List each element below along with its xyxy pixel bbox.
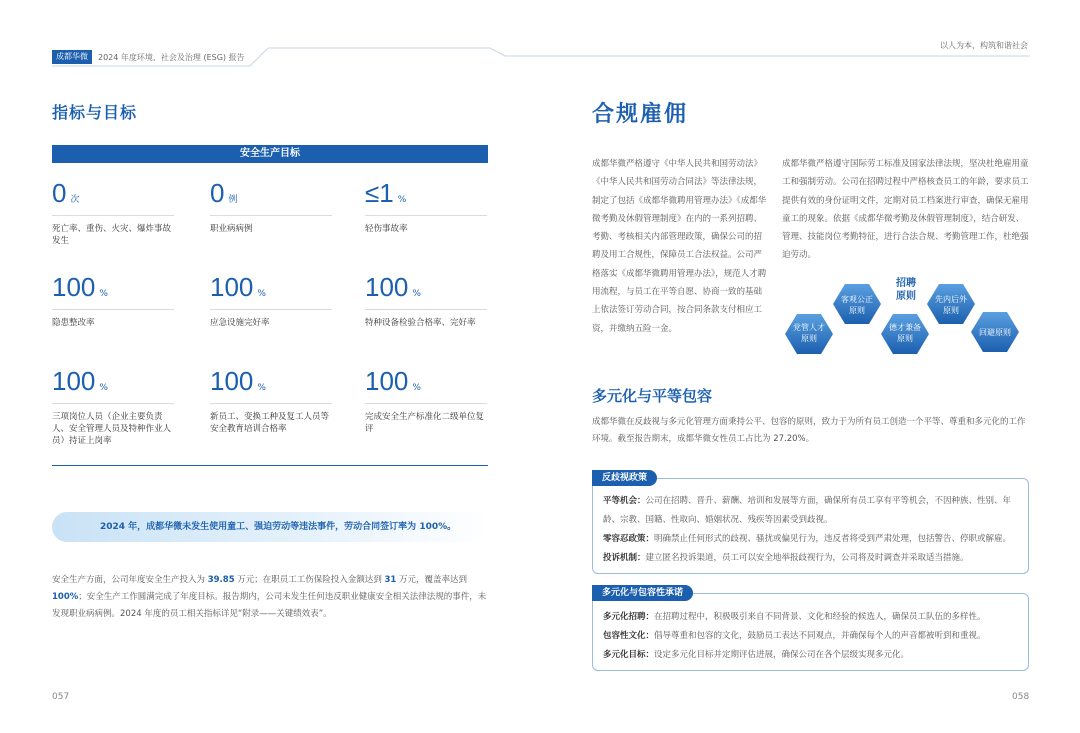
metric-label: 新员工、变换工种及复工人员等安全教育培训合格率	[210, 412, 330, 434]
para-text: ；安全生产工作圆满完成了年度目标。报告期内，公司未发生任何违反职业健康安全相关法律法规的事件，未发现职业病病例。2024 年度的员工相关指标详见“附录——关键绩效表”。	[52, 592, 487, 619]
item-text: 明确禁止任何形式的歧视、骚扰或偏见行为，违反者将受到严肃处理，包括警告、停职或解雇。	[654, 534, 1012, 544]
header-lines	[0, 0, 1080, 80]
list-item	[603, 646, 1025, 665]
item-head: 平等机会：	[603, 496, 646, 506]
para-text: 安全生产方面，公司年度安全生产投入为	[52, 575, 208, 585]
metric-unit: %	[412, 383, 421, 393]
metric-item	[210, 272, 365, 366]
metric-item	[52, 366, 210, 460]
item-head: 投诉机制：	[603, 553, 646, 563]
principle-label: 客观公正	[841, 295, 873, 304]
principle-hex	[785, 314, 833, 354]
metric-unit: %	[412, 289, 421, 299]
anti-discrimination-tag: 反歧视政策	[592, 470, 657, 486]
report-title: 2024 年度环境、社会及治理 (ESG) 报告	[98, 52, 245, 62]
principle-hex	[971, 312, 1019, 352]
principle-label: 原则	[801, 334, 817, 343]
item-text: 建立匿名投诉渠道，员工可以安全地举报歧视行为，公司将及时调查并采取适当措施。	[645, 553, 969, 563]
child-labor-highlight: 2024 年，成都华微未发生使用童工、强迫劳动等违法事件，劳动合同签订率为 100%。	[52, 512, 488, 542]
safety-investment-paragraph	[52, 572, 492, 623]
metric-label: 三项岗位人员（企业主要负责人、安全管理人员及特种作业人员）持证上岗率	[52, 412, 172, 446]
principle-label: 回避原则	[979, 328, 1011, 337]
metric-label: 死亡率、重伤、火灾、爆炸事故发生	[52, 224, 172, 246]
principle-label: 原则	[897, 334, 913, 343]
principle-hex	[881, 314, 929, 354]
metric-unit: %	[397, 195, 407, 205]
diversity-commitment-tag: 多元化与包容性承诺	[592, 585, 693, 601]
list-item	[603, 492, 1025, 530]
item-text: 公司在招聘、晋升、薪酬、培训和发展等方面，确保所有员工享有平等机会，不因种族、性别、年龄、宗教、国籍、性取向、婚姻状况、残疾等因素受到歧视。	[603, 496, 1012, 525]
list-item	[603, 627, 1025, 646]
metric-label: 应急设施完好率	[210, 318, 270, 328]
section-title-metrics: 指标与目标	[52, 103, 138, 122]
section-title-diversity: 多元化与平等包容	[592, 387, 713, 405]
company-tag: 成都华微	[52, 50, 92, 64]
item-text: 设定多元化目标并定期评估进展，确保公司在各个层级实现多元化。	[654, 650, 910, 660]
item-head: 多元化招聘：	[603, 612, 655, 622]
metric-unit: %	[257, 289, 266, 299]
metric-item	[52, 178, 210, 272]
metric-value: 100	[210, 366, 254, 396]
recruitment-principles-diagram	[775, 272, 1033, 364]
principle-hex	[927, 284, 975, 324]
header-slogan: 以人为本，构筑和谐社会	[940, 41, 1028, 50]
para-text: 万元；在职员工工伤保险投入金额达到	[234, 575, 385, 585]
metric-unit: %	[99, 289, 108, 299]
list-item	[603, 530, 1025, 549]
safety-metrics-grid	[52, 178, 488, 460]
metric-label: 隐患整改率	[52, 318, 95, 328]
metric-unit: %	[257, 383, 266, 393]
metric-value: 0	[52, 178, 67, 208]
principle-hex	[833, 284, 881, 324]
item-head: 包容性文化：	[603, 631, 655, 641]
metric-value: ≤1	[365, 178, 394, 208]
principle-label: 原则	[943, 306, 959, 315]
metric-item	[365, 272, 488, 366]
center-label	[895, 276, 916, 302]
metric-value: 100	[210, 272, 254, 302]
item-text: 在招聘过程中，积极吸引来自不同背景、文化和经验的候选人，确保员工队伍的多样性。	[654, 612, 986, 622]
metric-label: 职业病病例	[210, 224, 253, 234]
metric-item	[210, 178, 365, 272]
metric-label: 完成安全生产标准化二级单位复评	[365, 412, 485, 434]
principle-label: 德才兼备	[889, 323, 921, 332]
hiring-paragraph-1: 成都华微严格遵守《中华人民共和国劳动法》《中华人民共和国劳动合同法》等法律法规，制定了包括《成都华微聘用管理办法》《成都华微考勤及休假管理制度》在内的一系列招聘、考勤、考核相关内部管理政策，确保公司的招聘及用工合规性，保障员工合法权益。公司严格落实《成都华微聘用管理办法》，规范人才聘用流程，与员工在平等自愿、协商一致的基础上依法签订劳动合同，按合同条款支付相应工资，并缴纳五险一金。	[592, 159, 767, 334]
metric-value: 100	[52, 366, 96, 396]
metric-value: 100	[365, 366, 409, 396]
page-number-right: 058	[1012, 692, 1030, 702]
para-value: 39.85	[207, 575, 235, 585]
list-item	[603, 608, 1025, 627]
metric-value: 100	[365, 272, 409, 302]
item-text: 倡导尊重和包容的文化，鼓励员工表达不同观点，并确保每个人的声音都被听到和重视。	[654, 631, 986, 641]
page-number-left: 057	[52, 692, 70, 702]
metric-item	[52, 272, 210, 366]
center-label-line1: 招聘	[896, 278, 916, 289]
principle-label: 原则	[849, 306, 865, 315]
para-value: 31	[384, 575, 397, 585]
metric-value: 0	[210, 178, 225, 208]
metrics-divider	[52, 465, 488, 466]
anti-discrimination-list	[603, 492, 1025, 568]
hiring-paragraph-2: 成都华微严格遵守国际劳工标准及国家法律法规，坚决杜绝雇用童工和强制劳动。公司在招聘过程中严格核查员工的年龄，要求员工提供有效的身份证明文件，定期对员工档案进行审查，确保无雇用童工的现象。依据《成都华微考勤及休假管理制度》，结合研发、管理、技能岗位考勤特征，进行合法合规、考勤管理工作，杜绝强迫劳动。	[782, 159, 1029, 261]
metric-unit: %	[99, 383, 108, 393]
center-label-line2: 原则	[896, 291, 916, 302]
metric-item	[365, 366, 488, 460]
metric-label: 特种设备检验合格率、完好率	[365, 318, 476, 328]
para-text: 万元，覆盖率达到	[396, 575, 468, 585]
metric-item	[365, 178, 488, 272]
principle-label: 先内后外	[935, 295, 967, 304]
section-title-compliant-hiring: 合规雇佣	[592, 102, 689, 127]
metric-value: 100	[52, 272, 96, 302]
metric-unit: 例	[228, 195, 238, 205]
safety-goals-title: 安全生产目标	[52, 145, 488, 163]
principle-label: 党管人才	[793, 323, 825, 332]
diversity-paragraph: 成都华微在反歧视与多元化管理方面秉持公平、包容的原则，致力于为所有员工创造一个平等、尊重和多元化的工作环境。截至报告期末，成都华微女性员工占比为 27.20%。	[592, 417, 1026, 444]
item-head: 多元化目标：	[603, 650, 655, 660]
list-item	[603, 549, 1025, 568]
diversity-commitment-list	[603, 608, 1025, 665]
header-left	[52, 50, 245, 64]
item-head: 零容忍政策：	[603, 534, 655, 544]
metric-item	[210, 366, 365, 460]
metric-label: 轻伤事故率	[365, 224, 408, 234]
para-value: 100%	[52, 592, 79, 602]
metric-unit: 次	[70, 195, 80, 205]
